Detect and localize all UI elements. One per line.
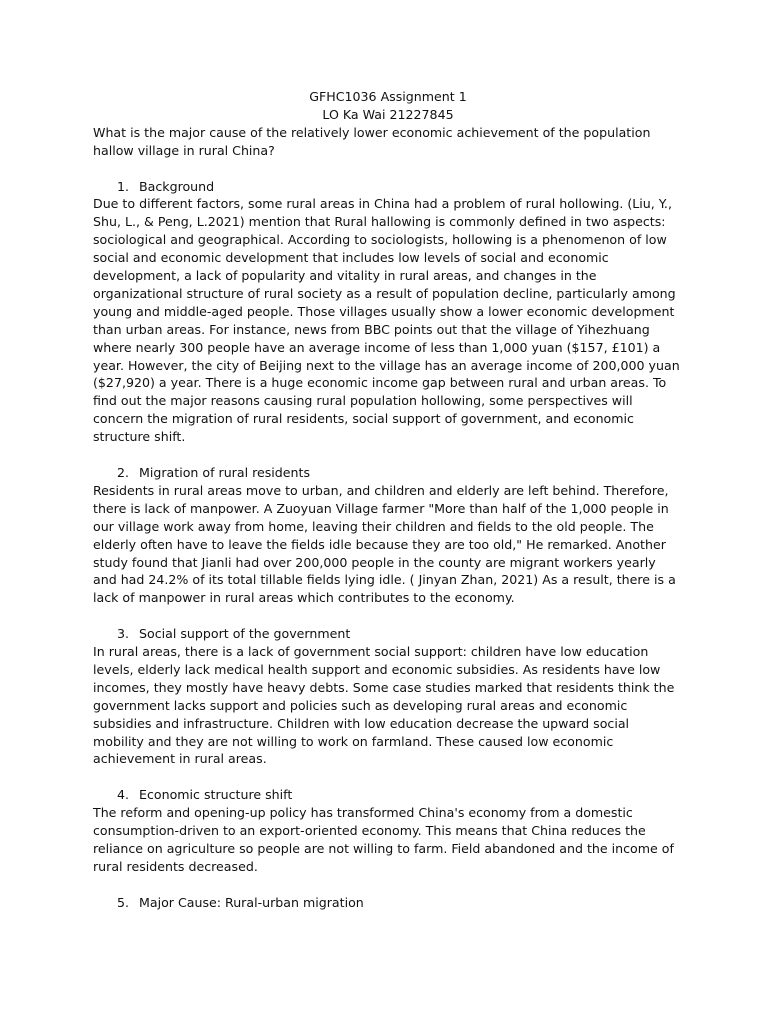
section-number: 5.	[117, 894, 130, 910]
section-number: 1.	[117, 178, 130, 194]
section-heading-economic-shift	[93, 786, 683, 804]
author-line: LO Ka Wai 21227845	[322, 106, 454, 122]
section-body-economic-shift: The reform and opening-up policy has transformed China's economy from a domestic consumption-driven to an export-oriented economy. This means that China reduces the reliance on agriculture so people are not willing to farm. Field abandoned and the income of rural residents decreased.	[93, 805, 674, 874]
section-heading-major-cause	[93, 894, 683, 912]
section-number: 4.	[117, 787, 130, 803]
section-body-background: Due to different factors, some rural areas in China had a problem of rural hollowing. (Liu, Y., Shu, L., & Peng, L.2021) mention that Rural hallowing is commonly defined in two aspects: sociological and geographical. According to sociologists, hollowing is a phenomenon of low social and economic development that includes low levels of social and economic development, a lack of popularity and vitality in rural areas, and changes in the organizational structure of rural society as a result of population decline, particularly among young and middle-aged people. Those villages usually show a lower economic development than urban areas. For instance, news from BBC points out that the village of Yihezhuang where nearly 300 people have an average income of less than 1,000 yuan ($157, £101) a year. However, the city of Beijing next to the village has an average income of 200,000 yuan ($27,920) a year. There is a huge economic income gap between rural and urban areas. To find out the major reasons causing rural population hollowing, some perspectives will concern the migration of rural residents, social support of government, and economic structure shift.	[93, 196, 680, 445]
document-page	[93, 88, 683, 912]
section-title: Background	[139, 178, 215, 194]
section-title: Economic structure shift	[139, 787, 293, 803]
section-heading-background	[93, 178, 683, 196]
section-title: Major Cause: Rural-urban migration	[139, 894, 364, 910]
research-question: What is the major cause of the relatively lower economic achievement of the population hallow village in rural China?	[93, 124, 651, 158]
section-title: Migration of rural residents	[139, 465, 311, 480]
section-body-social-support: In rural areas, there is a lack of government social support: children have low education levels, elderly lack medical health support and economic subsidies. As residents have low incomes, they mostly have heavy debts. Some case studies marked that residents think the government lacks support and policies such as developing rural areas and economic subsidies and infrastructure. Children with low education decrease the upward social mobility and they are not willing to work on farmland. These caused low economic achievement in rural areas.	[93, 644, 675, 767]
section-number: 2.	[117, 465, 130, 480]
section-number: 3.	[117, 626, 130, 642]
section-heading-migration	[93, 464, 683, 482]
section-heading-social-support	[93, 625, 683, 643]
section-body-migration: Residents in rural areas move to urban, and children and elderly are left behind. Therefore, there is lack of manpower. A Zuoyuan Village farmer "More than half of the 1,000 people in our village work away from home, leaving their children and fields to the old people. The elderly often have to leave the fields idle because they are too old," He remarked. Another study found that Jianli had over 200,000 people in the county are migrant workers yearly and had 24.2% of its total tillable fields lying idle. ( Jinyan Zhan, 2021) As a result, there is a lack of manpower in rural areas which contributes to the economy.	[93, 482, 676, 606]
document-title: GFHC1036 Assignment 1	[309, 89, 467, 104]
section-title: Social support of the government	[139, 626, 351, 642]
